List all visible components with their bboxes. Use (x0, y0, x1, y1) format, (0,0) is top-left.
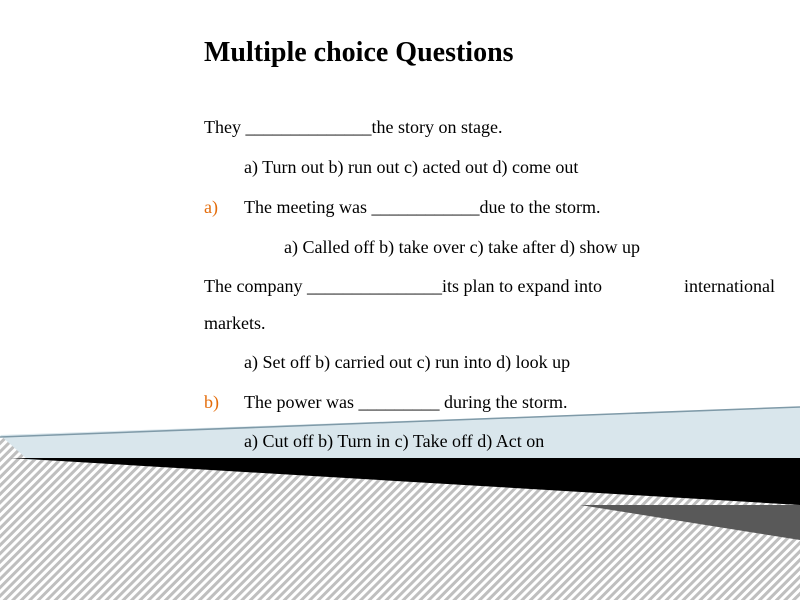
question-3-text-end: international (684, 276, 775, 296)
question-1-options (244, 156, 578, 178)
question-3-text: The company _______________its plan to expand into (204, 276, 602, 296)
options-text: a) Turn out b) run out c) acted out d) come out (244, 157, 579, 177)
question-1-text: They ______________the story on stage. (204, 117, 503, 137)
question-3-continuation (204, 312, 265, 334)
question-3-options (244, 351, 570, 373)
question-3 (204, 275, 794, 297)
options-text: a) Cut off b) Turn in c) Take off d) Act on (244, 431, 545, 451)
slide-title: Multiple choice Questions (204, 37, 514, 68)
question-2-options (284, 236, 640, 258)
question-2-text: The meeting was ____________due to the storm. (244, 197, 601, 217)
options-text: a) Set off b) carried out c) run into d) look up (244, 352, 571, 372)
list-marker-b: b) (204, 392, 219, 412)
question-4-text: The power was _________ during the storm. (244, 392, 568, 412)
question-3-continuation-text: markets. (204, 313, 266, 333)
list-marker-a: a) (204, 197, 218, 217)
question-4-options (244, 430, 544, 452)
options-text: a) Called off b) take over c) take after d) show up (284, 237, 641, 257)
